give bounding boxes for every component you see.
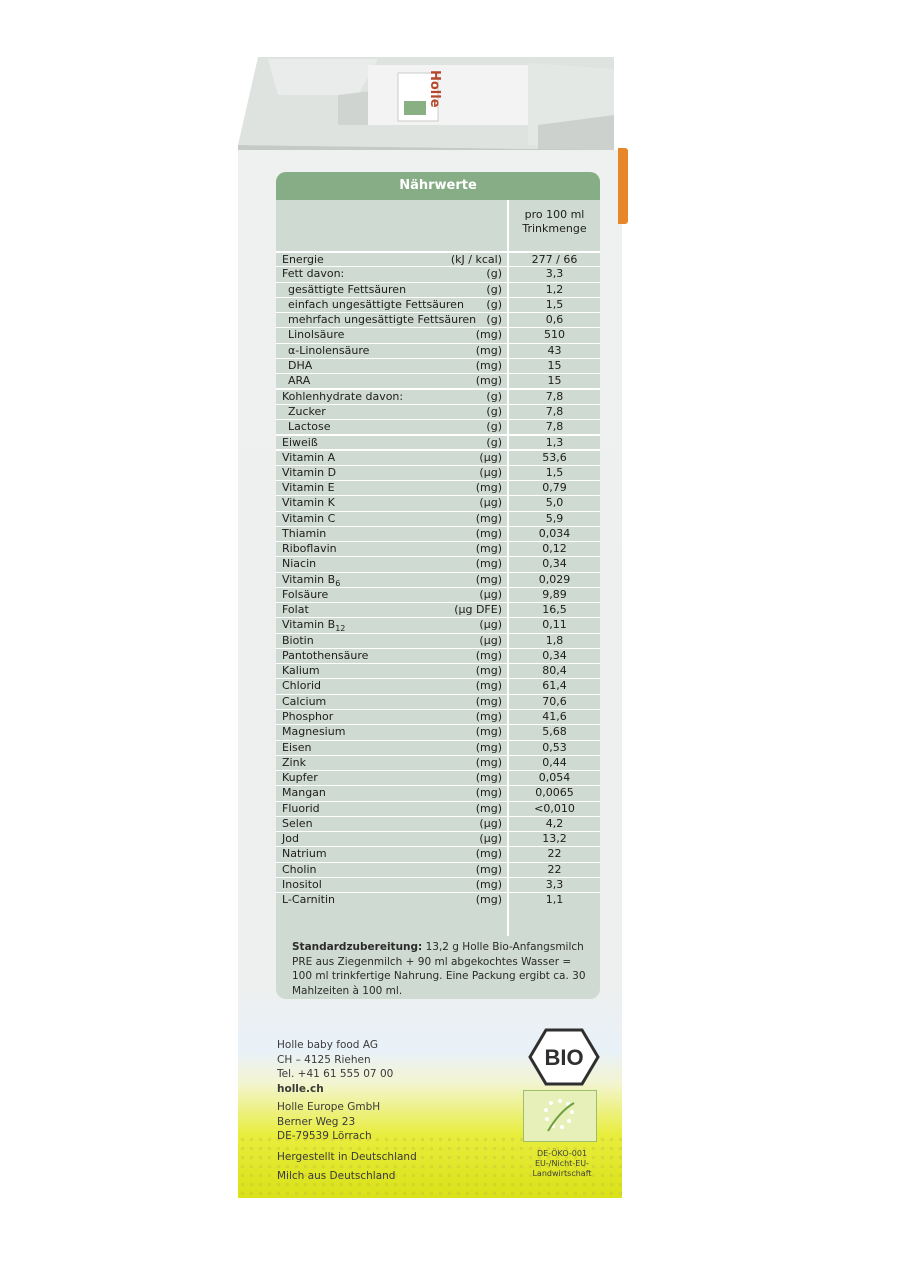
nutrient-unit: (mg) xyxy=(475,358,502,372)
nutrient-value: 53,6 xyxy=(542,451,567,465)
nutrient-name: Calcium xyxy=(282,694,327,708)
nutrition-row xyxy=(276,541,600,556)
nutrient-value: 0,11 xyxy=(542,618,567,632)
company-ch-line: Tel. +41 61 555 07 00 xyxy=(277,1068,394,1080)
nutrient-unit: (mg) xyxy=(475,511,502,525)
nutrient-name: Mangan xyxy=(282,786,326,800)
bio-seal-text: BIO xyxy=(544,1045,584,1070)
nutrient-unit: (g) xyxy=(486,297,502,311)
nutrient-name: L-Carnitin xyxy=(282,893,336,907)
cert-line: EU-/Nicht-EU- xyxy=(535,1159,589,1168)
nutrient-unit: (mg) xyxy=(475,343,502,357)
nutrition-row xyxy=(276,312,600,327)
nutrient-unit: (g) xyxy=(486,313,502,327)
nutrient-value: 1,2 xyxy=(545,282,564,296)
nutrition-row xyxy=(276,694,600,709)
nutrient-value: 0,054 xyxy=(538,771,571,785)
nutrient-name: Vitamin E xyxy=(282,480,335,494)
nutrient-unit: (g) xyxy=(486,404,502,418)
nutrient-name: Cholin xyxy=(282,862,317,876)
nutrient-name: gesättigte Fettsäuren xyxy=(288,282,407,296)
nutrition-row xyxy=(276,801,600,816)
nutrient-unit: (mg) xyxy=(475,801,502,815)
company-ch-line: CH – 4125 Riehen xyxy=(277,1053,371,1066)
nutrient-name: Zucker xyxy=(288,404,326,418)
milk-origin-text: Milch aus Deutschland xyxy=(277,1170,396,1182)
nutrient-unit: (mg) xyxy=(475,542,502,556)
nutrient-unit: (µg) xyxy=(479,496,502,510)
nutrient-value: 80,4 xyxy=(542,664,567,678)
nutrient-value: <0,010 xyxy=(534,801,575,815)
nutrition-row xyxy=(276,465,600,480)
nutrition-row xyxy=(276,404,600,419)
nutrient-name: DHA xyxy=(288,358,313,372)
nutrient-unit: (g) xyxy=(486,436,502,450)
nutrition-row xyxy=(276,480,600,495)
nutrition-row xyxy=(276,785,600,800)
nutrient-unit: (mg) xyxy=(475,786,502,800)
nutrient-name: Folat xyxy=(282,603,309,617)
nutrition-row xyxy=(276,709,600,724)
nutrient-unit: (µg) xyxy=(479,587,502,601)
nutrient-unit: (mg) xyxy=(475,526,502,540)
nutrient-unit: (mg) xyxy=(475,480,502,494)
nutrient-name: α-Linolensäure xyxy=(288,343,370,357)
nutrient-name: Inositol xyxy=(282,877,322,891)
nutrient-value: 43 xyxy=(547,343,562,357)
nutrient-name: Jod xyxy=(282,832,299,846)
nutrient-unit: (mg) xyxy=(475,755,502,769)
nutrient-name: Natrium xyxy=(282,847,327,861)
nutrient-name: Kupfer xyxy=(282,771,318,785)
nutrient-name: mehrfach ungesättigte Fettsäuren xyxy=(288,313,477,327)
nutrient-unit: (g) xyxy=(486,267,502,281)
nutrient-value: 15 xyxy=(547,358,562,372)
nutrition-row xyxy=(276,343,600,358)
nutrition-row xyxy=(276,831,600,846)
nutrient-value: 15 xyxy=(547,374,562,388)
nutrient-unit: (µg) xyxy=(479,633,502,647)
nutrition-row xyxy=(276,251,600,266)
nutrient-name: Vitamin A xyxy=(282,451,336,465)
company-url: holle.ch xyxy=(277,1082,324,1095)
company-eu-line: Berner Weg 23 xyxy=(277,1115,356,1128)
nutrition-row xyxy=(276,358,600,373)
nutrient-value: 0,34 xyxy=(542,648,567,662)
nutrient-subscript: 6 xyxy=(335,578,341,588)
nutrition-card xyxy=(276,172,600,999)
company-eu-line: Holle Europe GmbH xyxy=(277,1101,381,1113)
nutrient-unit: (µg) xyxy=(479,816,502,830)
nutrient-name: Phosphor xyxy=(282,709,334,723)
nutrient-value: 0,79 xyxy=(542,480,567,494)
column-header xyxy=(509,208,600,236)
nutrition-row xyxy=(276,297,600,312)
nutrition-row xyxy=(276,327,600,342)
nutrient-name: Thiamin xyxy=(282,526,327,540)
nutrient-value: 7,8 xyxy=(545,404,564,418)
cert-line: Landwirtschaft xyxy=(532,1169,592,1178)
nutrient-value: 5,68 xyxy=(542,725,567,739)
nutrient-name: Linolsäure xyxy=(288,328,345,342)
nutrition-row xyxy=(276,877,600,892)
nutrition-row xyxy=(276,495,600,510)
nutrient-unit: (mg) xyxy=(475,648,502,662)
nutrient-value: 0,6 xyxy=(545,313,564,327)
made-in-text: Hergestellt in Deutschland xyxy=(277,1151,417,1163)
nutrient-unit: (mg) xyxy=(475,740,502,754)
nutrient-name: Lactose xyxy=(288,419,331,433)
nutrient-value: 13,2 xyxy=(542,832,567,846)
nutrient-value: 22 xyxy=(547,847,562,861)
nutrient-name: Vitamin K xyxy=(282,496,335,510)
nutrition-row xyxy=(276,892,600,907)
nutrient-value: 0,53 xyxy=(542,740,567,754)
nutrient-value: 1,3 xyxy=(545,436,564,450)
holle-logo: Holle xyxy=(427,70,442,108)
nutrient-unit: (mg) xyxy=(475,694,502,708)
nutrient-value: 5,0 xyxy=(545,496,564,510)
nutrient-name: Selen xyxy=(282,816,313,830)
nutrient-unit: (µg DFE) xyxy=(454,603,502,617)
nutrient-value: 1,1 xyxy=(545,893,564,907)
nutrient-unit: (mg) xyxy=(475,374,502,388)
nutrient-unit: (mg) xyxy=(475,862,502,876)
company-eu-line: DE-79539 Lörrach xyxy=(277,1130,372,1142)
nutrition-row xyxy=(276,587,600,602)
nutrient-name: Biotin xyxy=(282,633,314,647)
nutrient-name: Riboflavin xyxy=(282,542,337,556)
standard-label: Standardzubereitung: xyxy=(292,941,423,953)
nutrient-unit: (µg) xyxy=(479,465,502,479)
nutrition-row xyxy=(276,449,600,464)
nutrient-value: 41,6 xyxy=(542,709,567,723)
nutrient-value: 70,6 xyxy=(542,694,567,708)
nutrient-unit: (µg) xyxy=(479,451,502,465)
nutrient-value: 0,34 xyxy=(542,557,567,571)
nutrient-value: 61,4 xyxy=(542,679,567,693)
nutrition-row xyxy=(276,724,600,739)
nutrition-row xyxy=(276,373,600,388)
nutrient-unit: (mg) xyxy=(475,893,502,907)
nutrient-name: einfach ungesättigte Fettsäuren xyxy=(288,297,464,311)
nutrition-row xyxy=(276,266,600,281)
nutrition-row xyxy=(276,862,600,877)
nutrient-value: 1,5 xyxy=(545,465,564,479)
nutrient-name: Eisen xyxy=(282,740,312,754)
cert-line: DE-ÖKO-001 xyxy=(536,1149,588,1158)
nutrient-value: 7,8 xyxy=(545,419,564,433)
nutrition-row xyxy=(276,663,600,678)
standard-text: 13,2 g Holle Bio-Anfangsmilch PRE aus Ziegenmilch + 90 ml abgekochtes Wasser = 100 ml trinkfertige Nahrung. Eine Packung ergibt ca. 30 Mahlzeiten à 100 ml. xyxy=(292,941,586,997)
nutrient-unit: (mg) xyxy=(475,877,502,891)
nutrient-name: Eiweiß xyxy=(282,436,318,450)
nutrition-row xyxy=(276,434,600,449)
nutrient-value: 0,12 xyxy=(542,542,567,556)
eu-organic-leaf-icon xyxy=(523,1090,597,1142)
nutrient-value: 1,5 xyxy=(545,297,564,311)
nutrient-name: Energie xyxy=(282,253,324,266)
nutrient-value: 7,8 xyxy=(545,390,564,404)
nutrient-unit: (kJ / kcal) xyxy=(450,253,502,266)
nutrient-name: Kohlenhydrate davon: xyxy=(282,390,404,404)
nutrient-name: Kalium xyxy=(282,664,320,678)
column-header-line1: pro 100 ml xyxy=(524,208,585,221)
nutrition-row xyxy=(276,648,600,663)
nutrient-unit: (g) xyxy=(486,390,502,404)
nutrient-value: 5,9 xyxy=(545,511,564,525)
nutrient-value: 9,89 xyxy=(542,587,567,601)
company-ch-line: Holle baby food AG xyxy=(277,1039,378,1051)
nutrient-subscript: 12 xyxy=(335,624,346,634)
nutrition-row xyxy=(276,556,600,571)
nutrient-unit: (µg) xyxy=(479,832,502,846)
nutrient-value: 22 xyxy=(547,862,562,876)
nutrient-name: Zink xyxy=(282,755,306,769)
nutrition-row xyxy=(276,617,600,632)
nutrient-value: 0,44 xyxy=(542,755,567,769)
bio-seal-icon xyxy=(528,1028,600,1086)
nutrient-unit: (µg) xyxy=(479,618,502,632)
nutrient-value: 3,3 xyxy=(545,877,564,891)
nutrition-row xyxy=(276,419,600,434)
orange-edge xyxy=(618,148,628,224)
nutrition-row xyxy=(276,740,600,755)
nutrient-name: Vitamin D xyxy=(282,465,337,479)
nutrition-row xyxy=(276,511,600,526)
nutrient-name: Pantothensäure xyxy=(282,648,369,662)
nutrient-name: ARA xyxy=(288,374,311,388)
nutrition-row xyxy=(276,388,600,403)
nutrient-unit: (mg) xyxy=(475,557,502,571)
nutrient-value: 277 / 66 xyxy=(531,253,578,266)
eu-leaf-stars-icon xyxy=(524,1091,596,1141)
nutrient-unit: (mg) xyxy=(475,709,502,723)
nutrient-value: 0,034 xyxy=(538,526,571,540)
column-header-line2: Trinkmenge xyxy=(522,222,587,235)
nutrition-row xyxy=(276,602,600,617)
nutrient-value: 4,2 xyxy=(545,816,564,830)
nutrient-name: Vitamin $B_{12}$ xyxy=(282,618,346,634)
nutrient-unit: (g) xyxy=(486,419,502,433)
nutrient-name: Fett davon: xyxy=(282,267,345,281)
nutrient-name: Folsäure xyxy=(282,587,329,601)
nutrient-value: 1,8 xyxy=(545,633,564,647)
nutrient-name: Niacin xyxy=(282,557,317,571)
nutrient-name: Vitamin C xyxy=(282,511,336,525)
nutrition-row xyxy=(276,678,600,693)
nutrient-name: Magnesium xyxy=(282,725,346,739)
nutrient-unit: (mg) xyxy=(475,328,502,342)
nutrient-unit: (mg) xyxy=(475,572,502,586)
nutrient-value: 0,029 xyxy=(538,572,571,586)
organic-certification xyxy=(519,1149,605,1179)
nutrient-value: 0,0065 xyxy=(535,786,574,800)
nutrient-value: 16,5 xyxy=(542,603,567,617)
nutrition-row xyxy=(276,770,600,785)
nutrition-row xyxy=(276,282,600,297)
nutrient-name: Fluorid xyxy=(282,801,320,815)
nutrition-row xyxy=(276,572,600,587)
nutrient-unit: (mg) xyxy=(475,664,502,678)
nutrient-name: Vitamin $B_6$ xyxy=(282,572,341,588)
nutrition-row xyxy=(276,526,600,541)
nutrient-unit: (g) xyxy=(486,282,502,296)
nutrition-rows xyxy=(276,251,600,907)
nutrient-unit: (mg) xyxy=(475,847,502,861)
nutrition-row xyxy=(276,816,600,831)
nutrient-unit: (mg) xyxy=(475,771,502,785)
nutrition-row xyxy=(276,755,600,770)
standard-preparation xyxy=(292,940,592,998)
company-info xyxy=(277,1038,393,1144)
nutrition-row xyxy=(276,846,600,861)
nutrition-row xyxy=(276,633,600,648)
nutrient-unit: (mg) xyxy=(475,725,502,739)
nutrient-unit: (mg) xyxy=(475,679,502,693)
nutrient-name: Chlorid xyxy=(282,679,321,693)
nutrient-value: 3,3 xyxy=(545,267,564,281)
nutrient-value: 510 xyxy=(544,328,565,342)
nutrition-title: Nährwerte xyxy=(276,172,600,200)
